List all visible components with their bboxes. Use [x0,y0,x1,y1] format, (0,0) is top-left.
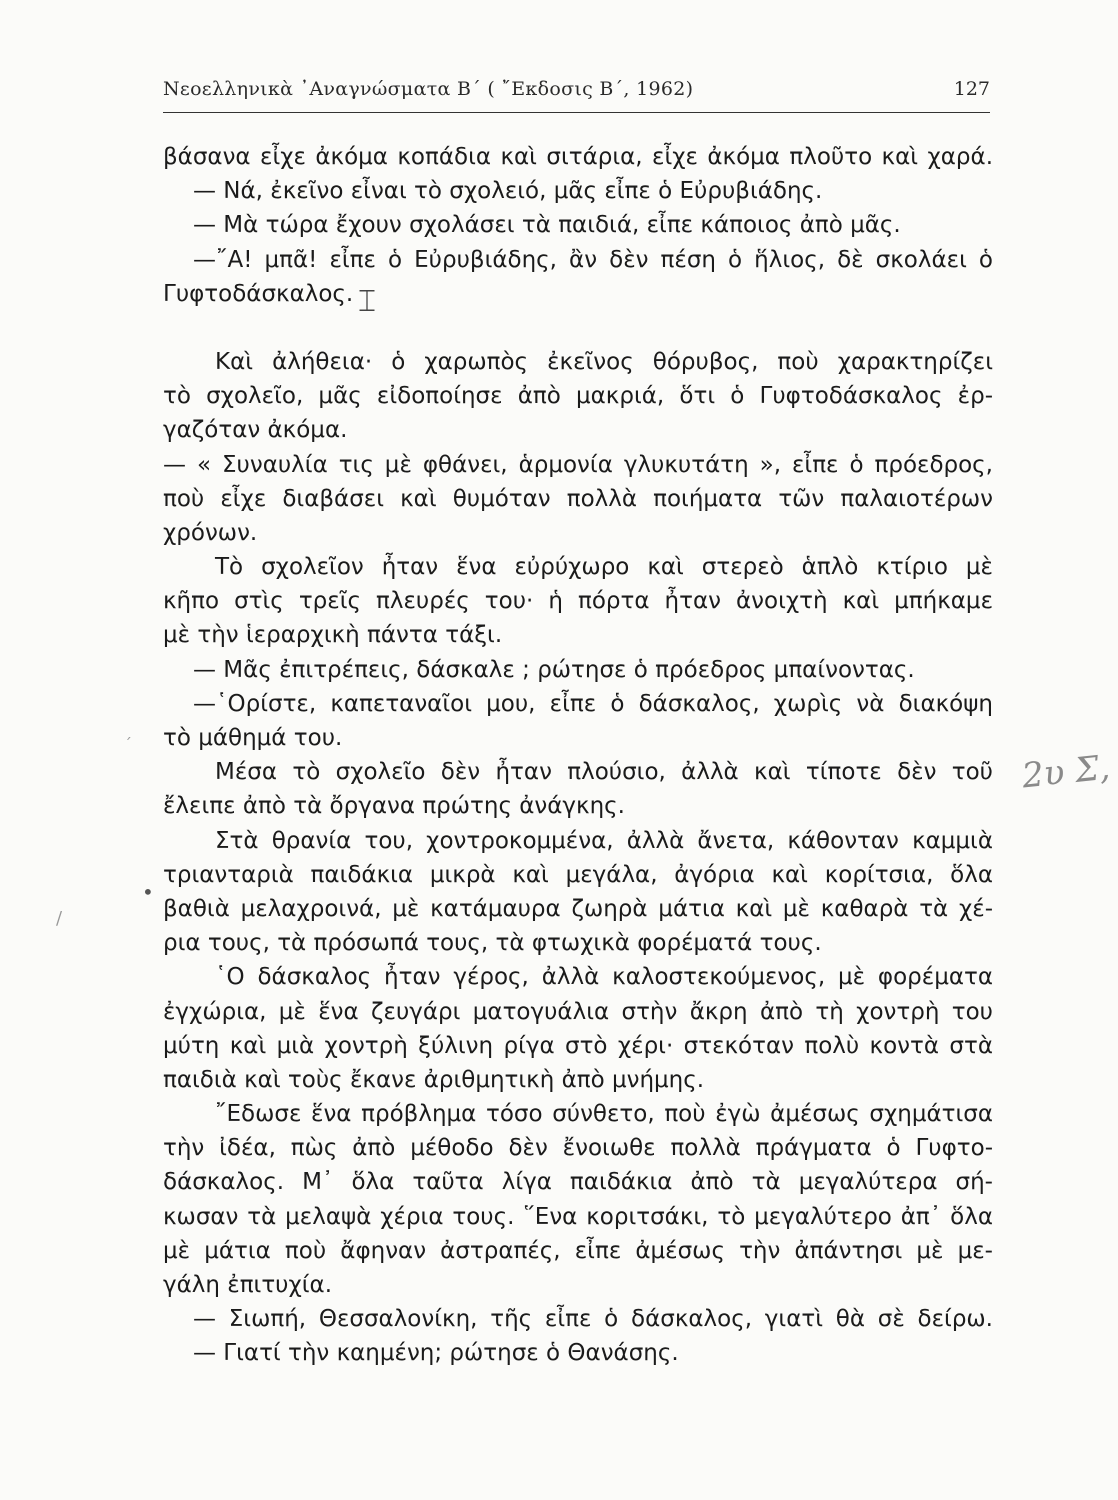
text-line: γαζόταν ἀκόμα. [163,417,348,444]
text-line: μὲ τὴν ἱεραρχικὴ πάντα τάξι. [163,622,503,649]
stray-mark: ´ [124,735,132,754]
text-line: —῾Ορίστε, καπεταναῖοι μου, εἶπε ὁ δάσκαλος, χωρὶς νὰ διακόψη [193,690,993,717]
text-line: — Νά, ἐκεῖνο εἶναι τὸ σχολειό, μᾶς εἶπε ὁ Εὐρυβιάδης. [193,178,823,205]
text-line: μύτη καὶ μιὰ χοντρὴ ξύλινη ρίγα στὸ χέρι· στεκόταν πολὺ κοντὰ στὰ [163,1032,993,1059]
text-line: ἔλειπε ἀπὸ τὰ ὄργανα πρώτης ἀνάγκης. [163,793,625,820]
text-line: — Μᾶς ἐπιτρέπεις, δάσκαλε ; ρώτησε ὁ πρόεδρος μπαίνοντας. [193,656,915,683]
running-header [163,74,990,108]
text-cursor-mark: ⌶ [358,284,376,319]
text-line: ἐγχώρια, μὲ ἕνα ζευγάρι ματογυάλια στὴν ἄκρη ἀπὸ τὴ χοντρὴ του [163,998,993,1025]
text-line: βαθιὰ μελαχροινά, μὲ κατάμαυρα ζωηρὰ μάτια καὶ μὲ καθαρὰ τὰ χέ- [163,895,993,922]
text-line: τὸ μάθημά του. [163,725,343,751]
text-line: κωσαν τὰ μελαψὰ χέρια τους. ῞Ενα κοριτσάκι, τὸ μεγαλύτερο ἀπ᾿ ὅλα [163,1203,993,1230]
text-line: κῆπο στὶς τρεῖς πλευρές του· ἡ πόρτα ἦταν ἀνοιχτὴ καὶ μπήκαμε [163,588,993,615]
text-line: — Σιωπή, Θεσσαλονίκη, τῆς εἶπε ὁ δάσκαλος, γιατὶ θὰ σὲ δείρω. [193,1306,993,1333]
margin-note: 2υ Σ, [1020,747,1112,797]
text-line: ρια τους, τὰ πρόσωπά τους, τὰ φτωχικὰ φορέματά τους. [163,930,822,957]
text-line: ποὺ εἶχε διαβάσει καὶ θυμόταν πολλὰ ποιήματα τῶν παλαιοτέρων [163,485,993,512]
text-line: γάλη ἐπιτυχία. [163,1272,333,1298]
dot-mark: • [142,880,154,904]
text-line: τὴν ἰδέα, πὼς ἀπὸ μέθοδο δὲν ἔνοιωθε πολλὰ πράγματα ὁ Γυφτο- [163,1135,993,1162]
header-rule [163,112,990,113]
text-line: βάσανα εἶχε ἀκόμα κοπάδια καὶ σιτάρια, εἶχε ἀκόμα πλοῦτο καὶ χαρά. [163,144,993,170]
text-line: Καὶ ἀλήθεια· ὁ χαρωπὸς ἐκεῖνος θόρυβος, ποὺ χαρακτηρίζει [215,348,993,375]
text-line: Μέσα τὸ σχολεῖο δὲν ἦταν πλούσιο, ἀλλὰ καὶ τίποτε δὲν τοῦ [215,759,993,786]
text-line: Στὰ θρανία του, χοντροκομμένα, ἀλλὰ ἄνετα, κάθονταν καμμιὰ [215,827,993,854]
paragraph-gap [163,311,993,345]
text-line: Γυφτοδάσκαλος. [163,280,354,307]
header-title: Νεοελληνικὰ ᾿Αναγνώσματα Β΄ ( ῎Εκδοσις Β΄, 1962) [163,78,694,100]
stray-mark: / [56,908,63,929]
text-line: — « Συναυλία τις μὲ φθάνει, ἁρμονία γλυκυτάτη », εἶπε ὁ πρόεδρος, [163,451,993,478]
text-line: —῎Α! μπᾶ! εἶπε ὁ Εὐρυβιάδης, ἂν δὲν πέση ὁ ἥλιος, δὲ σκολάει ὁ [193,246,993,273]
text-line: δάσκαλος. Μ᾿ ὅλα ταῦτα λίγα παιδάκια ἀπὸ τὰ μεγαλύτερα σή- [163,1169,993,1196]
text-line: παιδιὰ καὶ τοὺς ἔκανε ἀριθμητικὴ ἀπὸ μνήμης. [163,1066,705,1093]
page-number: 127 [953,78,990,100]
text-line: τὸ σχολεῖο, μᾶς εἰδοποίησε ἀπὸ μακριά, ὅτι ὁ Γυφτοδάσκαλος ἐρ- [163,383,993,410]
text-line: ῾Ο δάσκαλος ἦταν γέρος, ἀλλὰ καλοστεκούμενος, μὲ φορέματα [215,964,993,991]
text-line: — Μὰ τώρα ἔχουν σχολάσει τὰ παιδιά, εἶπε κάποιος ἀπὸ μᾶς. [193,212,901,239]
text-line: — Γιατί τὴν καημένη; ρώτησε ὁ Θανάσης. [193,1340,679,1367]
text-line: χρόνων. [163,519,258,546]
text-line: Τὸ σχολεῖον ἦταν ἕνα εὐρύχωρο καὶ στερεὸ ἁπλὸ κτίριο μὲ [215,554,993,581]
text-line: μὲ μάτια ποὺ ἄφηναν ἀστραπές, εἶπε ἀμέσως τὴν ἀπάντησι μὲ με- [163,1237,993,1264]
body-text [163,140,993,1371]
text-line: ῎Εδωσε ἕνα πρόβλημα τόσο σύνθετο, ποὺ ἐγὼ ἀμέσως σχημάτισα [215,1101,993,1128]
text-line: τριανταριὰ παιδάκια μικρὰ καὶ μεγάλα, ἀγόρια καὶ κορίτσια, ὅλα [163,861,993,888]
